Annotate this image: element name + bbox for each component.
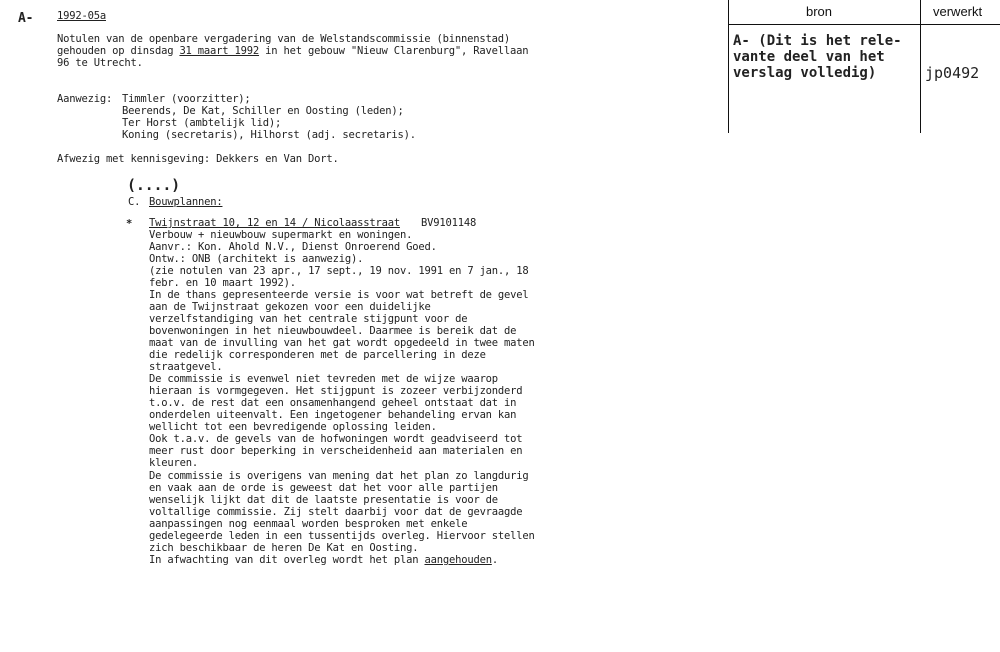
item-body-line: Ontw.: ONB (architekt is aanwezig). [149,253,364,265]
closing-body-line: voltallige commissie. Zij stelt daarbij voor dat de gevraagde [149,506,523,518]
item-body-line: onderdelen uiteenvalt. Een ingetogener behandeling ervan kan [149,409,517,421]
source-note-line: verslag volledig) [733,65,877,81]
intro-line-2: gehouden op dinsdag 31 maart 1992 in het gebouw "Nieuw Clarenburg", Ravellaan [57,45,529,57]
item-body-line: kleuren. [149,457,198,469]
present-line: Ter Horst (ambtelijk lid); [122,117,282,129]
section-title: Bouwplannen: [149,196,223,208]
present-line: Koning (secretaris), Hilhorst (adj. secretaris). [122,129,416,141]
item-body-line: Ook t.a.v. de gevels van de hofwoningen wordt geadviseerd tot [149,433,523,445]
closing-body-line: en vaak aan de orde is geweest dat het voor alle partijen [149,482,498,494]
item-body [149,229,535,469]
item-body-line: t.o.v. de rest dat een onsamenhangend geheel ontstaat dat in [149,397,517,409]
table-header-rule [728,24,1000,25]
closing-body-line: De commissie is overigens van mening dat het plan zo langdurig [149,470,529,482]
present-line: Timmler (voorzitter); [122,93,251,105]
omission-ellipsis: (....) [127,176,180,194]
present-label: Aanwezig: [57,93,113,105]
source-note-line: vante deel van het [733,49,885,65]
item-body-line: Aanvr.: Kon. Ahold N.V., Dienst Onroerend Goed. [149,241,437,253]
closing-body-line: zich beschikbaar de heren De Kat en Oosting. [149,542,419,554]
closing-body-line: wenselijk lijkt dat dit de laatste presentatie is voor de [149,494,498,506]
closing-body-line: aanpassingen nog eenmaal worden besproken met enkele [149,518,468,530]
item-body-line: Verbouw + nieuwbouw supermarkt en woningen. [149,229,413,241]
item-body-line: verzelfstandiging van het centrale stijgpunt voor de [149,313,468,325]
item-body-line: febr. en 10 maart 1992). [149,277,296,289]
margin-marker: A- [18,11,34,26]
item-body-line: De commissie is evenwel niet tevreden met de wijze waarop [149,373,498,385]
present-line: Beerends, De Kat, Schiller en Oosting (leden); [122,105,404,117]
source-note [733,33,902,81]
item-body-line: meer rust door beperking in verscheidenheid aan materialen en [149,445,523,457]
meeting-date: 31 maart 1992 [179,45,260,57]
item-body-line: In de thans gepresenteerde versie is voor wat betreft de gevel [149,289,529,301]
document-reference: 1992-05a [57,10,106,22]
item-body-line: (zie notulen van 23 apr., 17 sept., 19 nov. 1991 en 7 jan., 18 [149,265,529,277]
decision-word: aangehouden [424,554,492,566]
column-header-bron: bron [806,4,833,19]
closing-body [149,470,535,554]
absent-line: Afwezig met kennisgeving: Dekkers en Van Dort. [57,153,339,165]
item-body-line: die redelijk corresponderen met de parcellering in deze [149,349,486,361]
closing-body-line: gedelegeerde leden in een tussentijds overleg. Hiervoor stellen [149,530,535,542]
item-body-line: straatgevel. [149,361,223,373]
intro-line-3: 96 te Utrecht. [57,57,143,69]
section-letter: C. [128,196,141,208]
item-body-line: bovenwoningen in het nieuwbouwdeel. Daarmee is bereik dat de [149,325,517,337]
bullet-marker: * [126,218,133,230]
item-body-line: hieraan is vormgegeven. Het stijgpunt is zozeer verbijzonderd [149,385,523,397]
item-body-line: aan de Twijnstraat gekozen voor een duidelijke [149,301,431,313]
column-header-verwerkt: verwerkt [933,4,983,19]
item-title: Twijnstraat 10, 12 en 14 / Nicolaasstraat [149,217,400,229]
table-border-middle [920,0,921,133]
item-body-line: maat van de invulling van het gat wordt opgedeeld in twee maten [149,337,535,349]
table-border-left [728,0,729,133]
item-code: BV9101148 [421,217,477,229]
processed-code: jp0492 [925,64,980,82]
source-note-line: A- (Dit is het rele- [733,33,902,49]
final-line: In afwachting van dit overleg wordt het plan aangehouden. [149,554,498,566]
intro-line-1: Notulen van de openbare vergadering van de Welstandscommissie (binnenstad) [57,33,510,45]
item-body-line: wellicht tot een bevredigende oplossing leiden. [149,421,437,433]
